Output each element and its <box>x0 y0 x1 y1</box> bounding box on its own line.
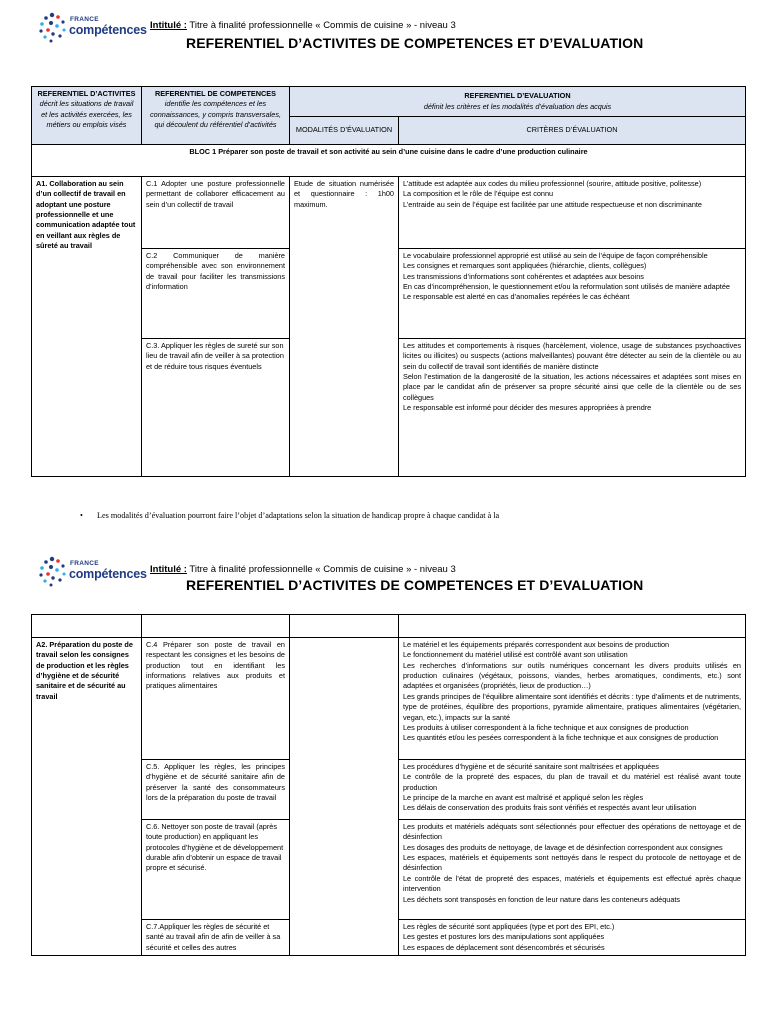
header-evaluation <box>290 87 746 117</box>
critere-line: Les règles de sécurité sont appliquées (type et port des EPI, etc.) <box>403 922 615 931</box>
critere-line: Le contrôle de l’état de propreté des espaces, matériels et équipements est effectué après chaque intervention <box>403 873 741 894</box>
critere-line: Les recherches d’informations sur outils numériques concernant les divers produits utilisés en production culinaires (végétaux, poissons, viandes, herbes aromatiques, condiments, etc.) sont adaptées et organisées (propriétés, lieux de production…) <box>403 660 741 691</box>
critere-line: Les transmissions d’informations sont cohérentes et adaptées aux besoins <box>403 271 644 281</box>
header-criteres: CRITÈRES D’ÉVALUATION <box>399 117 746 145</box>
intitule-line <box>150 564 456 575</box>
critere-line: Les attitudes et comportements à risques (harcèlement, violence, usage de substances psychoactives licites ou illicites) ou suspects (actions malveillantes) pouvant être détecter au sein de la clientèle ou au sein du collectif de travail sont identifiés de manière distincte <box>403 341 742 371</box>
competence-c2: C.2 Communiquer de manière compréhensible avec son environnement de travail pour faciliter les transmissions d’information <box>142 249 290 339</box>
page-title: REFERENTIEL D’ACTIVITES DE COMPETENCES ET D’EVALUATION <box>186 35 644 51</box>
criteres-c7 <box>399 920 746 956</box>
criteres-c4 <box>399 638 746 760</box>
critere-line: Les produits et matériels adéquats sont sélectionnés pour effectuer des opérations de nettoyage et de désinfection <box>403 822 741 842</box>
page1-header <box>0 12 768 72</box>
critere-line: Les gestes et postures lors des manipulations sont appliquées <box>403 932 605 942</box>
empty-header-cell <box>32 615 142 638</box>
header-evaluation-title: REFERENTIEL D’EVALUATION <box>464 91 571 101</box>
competence-c4: C.4 Préparer son poste de travail en respectant les consignes et les besoins de production tout en identifiant les informations relatives aux produits et pratiques alimentaires <box>142 638 290 760</box>
critere-line: L’entraide au sein de l’équipe est facilitée par une attitude respectueuse et non discriminante <box>403 199 702 209</box>
intitule-line <box>150 20 456 31</box>
competence-c6: C.6. Nettoyer son poste de travail (après toute production) en appliquant les protocoles d’hygiène et de développement durable afin d’obtenir un espace de travail propre et sécurisé. <box>142 820 290 920</box>
empty-header-cell <box>290 615 399 638</box>
criteres-c2 <box>399 249 746 339</box>
page-title: REFERENTIEL D’ACTIVITES DE COMPETENCES ET D’EVALUATION <box>186 577 644 593</box>
critere-line: Le vocabulaire professionnel approprié est utilisé au sein de l’équipe de façon compréhensible <box>403 251 708 260</box>
critere-line: Les consignes et remarques sont appliquées (hiérarchie, clients, collègues) <box>403 261 647 271</box>
logo-big-text: compétences <box>69 23 147 37</box>
criteres-c3 <box>399 339 746 477</box>
intitule-label: Intitulé : <box>150 20 187 31</box>
logo-big-text: compétences <box>69 567 147 581</box>
evaluation-note <box>80 511 499 520</box>
competence-c5: C.5. Appliquer les règles, les principes d’hygiène et de sécurité sanitaire afin de préserver la santé des consommateurs lors de la préparation du poste de travail <box>142 760 290 820</box>
critere-line: Le responsable est informé pour décider des mesures appropriées à prendre <box>403 403 652 413</box>
empty-header-cell <box>399 615 746 638</box>
critere-line: Le principe de la marche en avant est maîtrisé et appliqué selon les règles <box>403 793 644 803</box>
critere-line: Les procédures d’hygiène et de sécurité sanitaire sont maîtrisées et appliquées <box>403 762 659 771</box>
intitule-text: Titre à finalité professionnelle « Commis de cuisine » - niveau 3 <box>186 564 456 575</box>
header-activites-title: REFERENTIEL D’ACTIVITES <box>37 89 136 98</box>
bloc-title: BLOC 1 Préparer son poste de travail et son activité au sein d’une cuisine dans le cadre d’une production culinaire <box>32 145 746 177</box>
competence-c7: C.7.Appliquer les règles de sécurité et santé au travail afin de afin de veiller à sa sécurité et celles des autres <box>142 920 290 956</box>
header-competences <box>142 87 290 145</box>
critere-line: Les grands principes de l’équilibre alimentaire sont identifiés et décrits : type d’aliments et de nutriments, type de protéines, équilibre des proportions, pyramide alimentaire, pratiques alimentaires (végétarien, vegan, etc.), impacts sur la santé <box>403 691 741 722</box>
header-modalites: MODALITÉS D’ÉVALUATION <box>290 117 399 145</box>
critere-line: Le contrôle de la propreté des espaces, du plan de travail et du matériel est réalisé avant toute production <box>403 772 741 792</box>
criteres-c1 <box>399 177 746 249</box>
critere-line: La composition et le rôle de l’équipe est connu <box>403 189 554 199</box>
critere-line: Le responsable est alerté en cas d’anomalies repérées le cas échéant <box>403 292 630 302</box>
critere-line: Le matériel et les équipements préparés correspondent aux besoins de production <box>403 640 670 649</box>
critere-line: Les quantités et/ou les pesées correspondent à la fiche technique et aux consignes de production <box>403 733 719 743</box>
header-activites-desc: décrit les situations de travail et les activités exercées, les métiers ou emplois visés <box>39 99 134 130</box>
competence-c3: C.3. Appliquer les règles de sureté sur son lieu de travail afin de veiller à sa protection et de réduire tous risques éventuels <box>142 339 290 477</box>
header-competences-title: REFERENTIEL DE COMPETENCES <box>154 89 277 98</box>
critere-line: Les dosages des produits de nettoyage, de lavage et de désinfection correspondent aux consignes <box>403 842 723 852</box>
critere-line: Les délais de conservation des produits frais sont vérifiés et respectés avant leur utilisation <box>403 803 697 813</box>
critere-line: Les déchets sont transposés en fonction de leur nature dans les conteneurs adéquats <box>403 894 681 904</box>
header-evaluation-desc: définit les critères et les modalités d’évaluation des acquis <box>423 101 612 111</box>
note-text: Les modalités d’évaluation pourront faire l’objet d’adaptations selon la situation de handicap propre à chaque candidat à la <box>97 511 500 520</box>
page1-table <box>31 86 746 477</box>
critere-line: Le fonctionnement du matériel utilisé est contrôlé avant son utilisation <box>403 650 628 660</box>
logo-dots-icon <box>38 12 68 44</box>
logo-small-text: FRANCE <box>70 560 99 567</box>
header-competences-desc: identifie les compétences et les connaissances, y compris transversales, qui découlent du référentiel d’activités <box>150 99 281 130</box>
intitule-label: Intitulé : <box>150 564 187 575</box>
france-competences-logo <box>38 556 148 596</box>
empty-header-cell <box>142 615 290 638</box>
critere-line: L’attitude est adaptée aux codes du milieu professionnel (sourire, attitude positive, politesse) <box>403 179 702 188</box>
france-competences-logo <box>38 12 148 52</box>
bullet-icon: • <box>80 511 83 520</box>
page2-header <box>0 556 768 616</box>
criteres-c6 <box>399 820 746 920</box>
header-activites <box>32 87 142 145</box>
criteres-c5 <box>399 760 746 820</box>
critere-line: Les produits à utiliser correspondent à la fiche technique et aux consignes de production <box>403 722 689 732</box>
logo-dots-icon <box>38 556 68 588</box>
activity-a2: A2. Préparation du poste de travail selon les consignes de production et les règles d’hygiène et de sécurité sanitaire et de sécurité au travail <box>32 638 142 956</box>
page2-table <box>31 614 746 956</box>
intitule-text: Titre à finalité professionnelle « Commis de cuisine » - niveau 3 <box>186 20 456 31</box>
modalite-cell-empty <box>290 638 399 956</box>
critere-line: Selon l’estimation de la dangerosité de la situation, les actions nécessaires et adaptées sont mises en place par le candidat afin de préserver sa propre sécurité ainsi que celle de la clientèle ou de ses collègues <box>403 372 742 402</box>
logo-small-text: FRANCE <box>70 16 99 23</box>
critere-line: Les espaces, matériels et équipements sont nettoyés dans le respect du protocole de nettoyage et de désinfection <box>403 853 741 873</box>
critere-line: Les espaces de déplacement sont désencombrés et sécurisés <box>403 942 605 952</box>
competence-c1: C.1 Adopter une posture professionnelle permettant de collaborer efficacement au sein d’un collectif de travail <box>142 177 290 249</box>
activity-a1: A1. Collaboration au sein d’un collectif de travail en adoptant une posture professionnelle et une communication adaptée tout en veillant aux règles de sûreté au travail <box>32 177 142 477</box>
modalite-cell: Etude de situation numérisée et questionnaire : 1h00 maximum. <box>290 177 399 477</box>
critere-line: En cas d’incompréhension, le questionnement et/ou la reformulation sont utilisés de manière adaptée <box>403 282 730 292</box>
